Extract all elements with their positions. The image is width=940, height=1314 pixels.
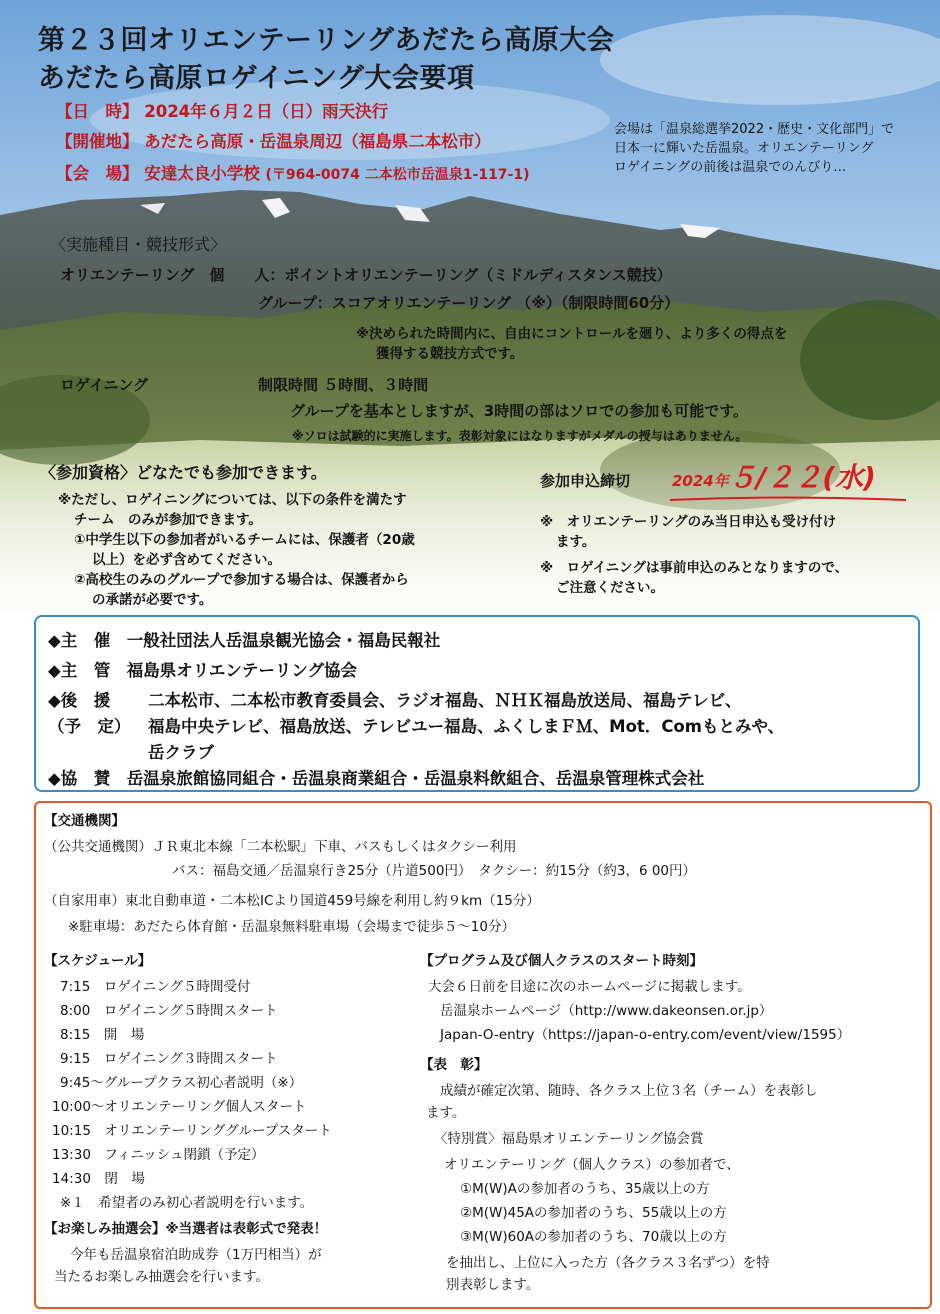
schedule-item: 10:00～オリエンテーリング個人スタート [52,1099,307,1115]
competition-heading: 〈実施種目・競技形式〉 [50,235,227,254]
deadline-label: 参加申込締切 [540,472,631,490]
onsen-note-line-1: 会場は「温泉総選挙2022・歴史・文化部門」で [614,122,895,137]
support-line-2: 福島中央テレビ、福島放送、テレビユー福島、ふくしまＦＭ、Mot．Comもとみや、 [148,717,785,736]
support-label-2: （予 定） [48,717,131,736]
event-venue-area: 【開催地】 あだたら高原・岳温泉周辺（福島県二本松市） [56,132,491,151]
awards-line-7: ③M(W)60Aの参加者のうち、70歳以上の方 [460,1229,727,1245]
eligibility-line-5: ②高校生のみのグループで参加する場合は、保護者から [74,572,409,588]
organizer-sponsor: ◆協 賛 岳温泉旅館協同組合・岳温泉商業組合・岳温泉料飲組合、岳温泉管理株式会社 [48,769,705,788]
rogaining-label: ロゲイニング [60,376,149,394]
transport-public-2: バス：福島交通／岳温泉行き25分（片道500円） タクシー：約15分（約3，6 00円） [172,863,697,879]
rogaining-solo-note: ※ソロは試験的に実施します。表彰対象にはなりますがメダルの授与はありません。 [292,429,748,443]
competition-note-2: 獲得する競技方式です。 [376,346,524,362]
transport-car-2: ※駐車場：あだたら体育館・岳温泉無料駐車場（会場まで徒歩５～10分） [68,919,515,935]
competition-note-1: ※決められた時間内に、自由にコントロールを廻り、より多くの得点を [356,326,788,342]
title-line-2: あだたら高原ロゲイニング大会要項 [38,63,475,94]
program-heading: 【プログラム及び個人クラスのスタート時刻】 [420,953,703,969]
lottery-line-2: 当たるお楽しみ抽選会を行います。 [54,1269,269,1285]
info-box [34,801,932,1309]
schedule-item: 10:15 オリエンテーリンググループスタート [52,1123,332,1139]
eligibility-line-1: ※ただし、ロゲイニングについては、以下の条件を満たす [58,492,407,508]
lottery-line-1: 今年も岳温泉宿泊助成券（1万円相当）が [70,1247,322,1263]
organizer-manager: ◆主 管 福島県オリエンテーリング協会 [48,661,358,680]
transport-public-1: （公共交通機関）ＪＲ東北本線「二本松駅」下車、バスもしくはタクシー利用 [44,839,517,855]
venue-label: 【会 場】 安達太良小学校 [56,164,260,183]
onsen-note-line-3: ロゲイニングの前後は温泉でのんびり… [614,160,847,175]
deadline-year: 2024年 [672,472,729,490]
deadline-note-1: ※ オリエンテーリングのみ当日申込も受け付け [540,514,837,530]
awards-line-1: 成績が確定次第、随時、各クラス上位３名（チーム）を表彰し [440,1083,818,1099]
deadline-underline [668,494,908,504]
eligibility-line-6: の承諾が必要です。 [92,592,213,608]
schedule-item: 14:30 閉 場 [52,1171,145,1187]
awards-line-6: ②M(W)45Aの参加者のうち、55歳以上の方 [460,1205,727,1221]
schedule-item: 13:30 フィニッシュ閉鎖（予定） [52,1147,265,1163]
event-venue [56,160,530,184]
schedule-item: 9:45～グループクラス初心者説明（※） [60,1075,303,1091]
schedule-item: 9:15 ロゲイニング３時間スタート [60,1051,278,1067]
event-date: 【日 時】 2024年６月２日（日）雨天決行 [56,102,389,121]
rogaining-time: 制限時間 ５時間、３時間 [258,376,429,394]
rogaining-group: グループを基本としますが、3時間の部はソロでの参加も可能です。 [290,402,749,420]
onsen-note [614,120,894,177]
eligibility-line-2: チーム のみが参加できます。 [74,512,262,528]
awards-line-4: オリエンテーリング（個人クラス）の参加者で、 [444,1157,740,1173]
organizer-host: ◆主 催 一般社団法人岳温泉観光協会・福島民報社 [48,631,441,650]
deadline-date: ５/２２(水) [728,461,876,494]
deadline-note-2: ※ ロゲイニングは事前申込のみとなりますので、 [540,560,849,576]
schedule-note: ※１ 希望者のみ初心者説明を行います。 [60,1195,314,1211]
deadline-note-2b: ご注意ください。 [556,580,664,596]
lottery-heading: 【お楽しみ抽選会】※当選者は表彰式で発表！ [44,1221,328,1237]
schedule-heading: 【スケジュール】 [44,953,152,969]
transport-car-1: （自家用車）東北自動車道・二本松ICより国道459号線を利用し約９km（15分） [44,893,540,909]
transport-heading: 【交通機関】 [44,813,125,829]
eligibility-heading: 〈参加資格〉どなたでも参加できます。 [40,463,327,482]
onsen-note-line-2: 日本一に輝いた岳温泉。オリエンテーリング [614,141,874,156]
schedule-item: 7:15 ロゲイニング５時間受付 [60,979,251,995]
program-link-japan-o-entry[interactable]: Japan-O-entry（https://japan-o-entry.com/event/view/1595） [440,1027,851,1043]
support-line-1: 二本松市、二本松市教育委員会、ラジオ福島、ＮＨＫ福島放送局、福島テレビ、 [148,691,742,710]
deadline-note-1b: ます。 [556,534,596,550]
awards-line-9: 別表彰します。 [446,1277,540,1293]
schedule-item: 8:15 開 場 [60,1027,145,1043]
awards-line-5: ①M(W)Aの参加者のうち、35歳以上の方 [460,1181,710,1197]
awards-line-8: を抽出し、上位に入った方（各クラス３名ずつ）を特 [446,1255,770,1271]
program-line-1: 大会６日前を目途に次のホームページに掲載します。 [428,979,751,995]
organizers-box [34,615,920,792]
support-line-3: 岳クラブ [148,743,214,762]
support-label-1: ◆後 援 [48,691,111,710]
schedule-item: 8:00 ロゲイニング５時間スタート [60,1003,278,1019]
eligibility-line-3: ①中学生以下の参加者がいるチームには、保護者（20歳 [74,532,415,548]
hero-section [0,0,940,612]
awards-line-3: 〈特別賞〉福島県オリエンテーリング協会賞 [434,1131,704,1147]
eligibility-line-4: 以上）を必ず含めてください。 [92,552,281,568]
awards-line-2: ます。 [426,1105,466,1121]
awards-heading: 【表 彰】 [420,1057,488,1073]
orienteering-individual: オリエンテーリング 個 人：ポイントオリエンテーリング（ミドルディスタンス競技） [60,266,672,284]
program-link-dakeonsen[interactable]: 岳温泉ホームページ（http://www.dakeonsen.or.jp） [440,1003,773,1019]
title-line-1: 第２３回オリエンテーリングあだたら高原大会 [38,25,615,56]
orienteering-group: グループ：スコアオリエンテーリング （※）（制限時間60分） [258,294,680,312]
venue-address: (〒964-0074 二本松市岳温泉1-117-1) [265,167,530,183]
